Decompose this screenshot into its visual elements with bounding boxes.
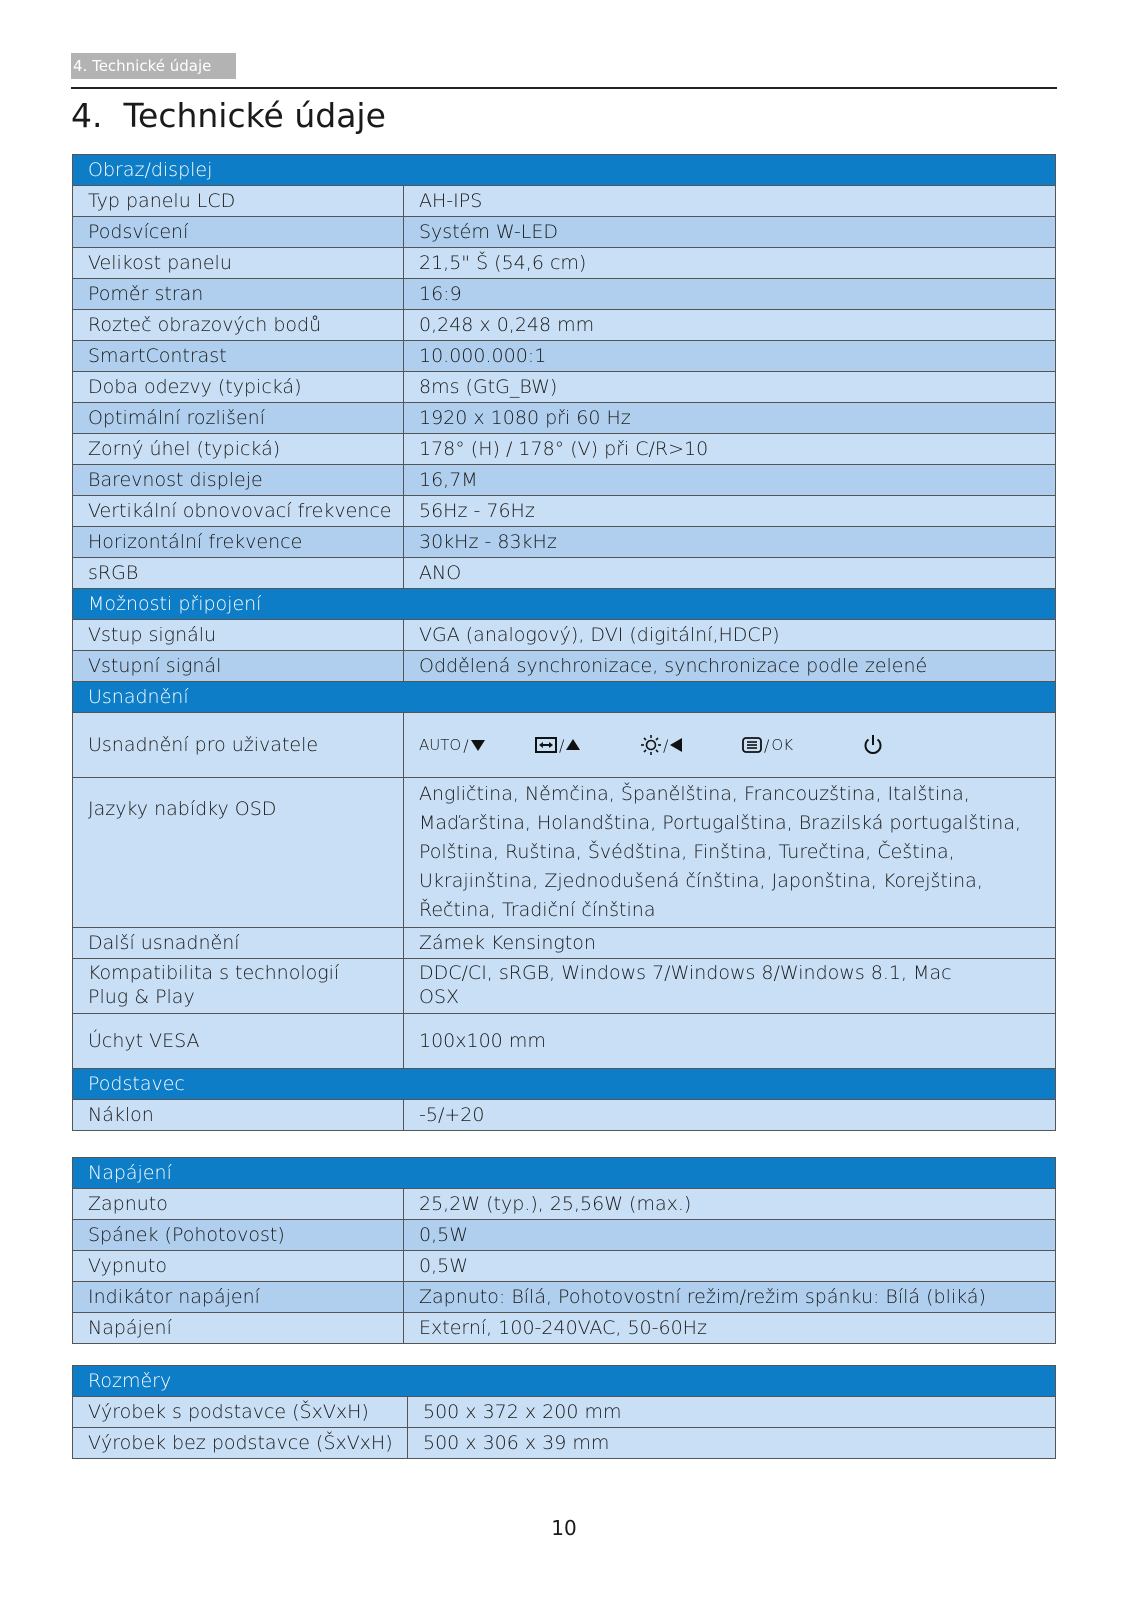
- spec-label: Vertikální obnovovací frekvence: [73, 496, 404, 527]
- spec-value: Systém W-LED: [404, 217, 1056, 248]
- spec-value: Zámek Kensington: [404, 928, 1056, 959]
- section-title: Podstavec: [73, 1069, 1056, 1100]
- spec-value: 100x100 mm: [404, 1014, 1056, 1069]
- spec-value: 8ms (GtG_BW): [404, 372, 1056, 403]
- control-input-up: [535, 732, 641, 759]
- section-display: [73, 155, 1056, 186]
- table-row: [73, 403, 1056, 434]
- section-dimensions: [73, 1366, 1056, 1397]
- spec-label: Doba odezvy (typická): [73, 372, 404, 403]
- table-row: [73, 186, 1056, 217]
- spec-value-pnp: [404, 959, 1056, 1014]
- spec-value: -5/+20: [404, 1100, 1056, 1131]
- section-title: Možnosti připojení: [73, 589, 1056, 620]
- triangle-down-icon: [471, 739, 485, 751]
- table-row-osd-languages: [73, 778, 1056, 928]
- spec-table-main: [72, 154, 1056, 1131]
- table-row: [73, 310, 1056, 341]
- spec-value: 0,5W: [404, 1220, 1056, 1251]
- page-number: 10: [551, 1516, 577, 1540]
- spec-value: 16,7M: [404, 465, 1056, 496]
- spec-table-dimensions: [72, 1365, 1056, 1459]
- table-row: [73, 372, 1056, 403]
- spec-label: Vypnuto: [73, 1251, 404, 1282]
- control-brightness-left: [641, 732, 742, 759]
- spec-value: 10.000.000:1: [404, 341, 1056, 372]
- page-title: 4. Technické údaje: [71, 96, 386, 135]
- table-row: [73, 558, 1056, 589]
- section-title: Rozměry: [73, 1366, 1056, 1397]
- spec-label: Vstup signálu: [73, 620, 404, 651]
- spec-label: Indikátor napájení: [73, 1282, 404, 1313]
- spec-label: Spánek (Pohotovost): [73, 1220, 404, 1251]
- table-row: [73, 496, 1056, 527]
- spec-value: AH-IPS: [404, 186, 1056, 217]
- spec-label: Úchyt VESA: [73, 1014, 404, 1069]
- slash-separator: /: [559, 735, 565, 755]
- pnp-value-line: DDC/CI, sRGB, Windows 7/Windows 8/Windows 8.1, Mac: [419, 962, 952, 984]
- menu-icon: [742, 737, 762, 753]
- slash-separator: /: [463, 735, 469, 755]
- spec-value: Externí, 100-240VAC, 50-60Hz: [404, 1313, 1056, 1344]
- spec-value-osd-languages: [404, 778, 1056, 928]
- triangle-up-icon: [566, 739, 580, 751]
- spec-value: 178° (H) / 178° (V) při C/R>10: [404, 434, 1056, 465]
- spec-label: Barevnost displeje: [73, 465, 404, 496]
- spec-value: 16:9: [404, 279, 1056, 310]
- spec-label: Zorný úhel (typická): [73, 434, 404, 465]
- osd-language-line: Řečtina, Tradiční čínština: [419, 899, 656, 921]
- table-row: [73, 1251, 1056, 1282]
- table-row: [73, 1220, 1056, 1251]
- triangle-left-icon: [670, 738, 682, 752]
- pnp-value-line: OSX: [419, 986, 460, 1008]
- table-row: [73, 217, 1056, 248]
- osd-language-line: Maďarština, Holandština, Portugalština, Brazilská portugalština,: [419, 812, 1022, 834]
- table-row-user-convenience: [73, 713, 1056, 778]
- spec-label: Zapnuto: [73, 1189, 404, 1220]
- spec-label: Náklon: [73, 1100, 404, 1131]
- section-connectivity: [73, 589, 1056, 620]
- spec-value: Zapnuto: Bílá, Pohotovostní režim/režim spánku: Bílá (bliká): [404, 1282, 1056, 1313]
- spec-value-controls: [404, 713, 1056, 778]
- spec-label: Další usnadnění: [73, 928, 404, 959]
- section-title: Obraz/displej: [73, 155, 1056, 186]
- table-row: [73, 620, 1056, 651]
- control-auto-down: [419, 732, 535, 759]
- spec-label: Poměr stran: [73, 279, 404, 310]
- spec-value: 1920 x 1080 při 60 Hz: [404, 403, 1056, 434]
- table-row: [73, 1189, 1056, 1220]
- table-row: [73, 341, 1056, 372]
- spec-label: SmartContrast: [73, 341, 404, 372]
- input-source-icon: [535, 737, 557, 753]
- table-row: [73, 1428, 1056, 1459]
- spec-value: Oddělená synchronizace, synchronizace podle zelené: [404, 651, 1056, 682]
- header-divider: [71, 87, 1057, 89]
- section-convenience: [73, 682, 1056, 713]
- table-row: [73, 279, 1056, 310]
- pnp-label-line: Kompatibilita s technologií: [88, 962, 340, 984]
- section-power: [73, 1158, 1056, 1189]
- spec-value: 0,5W: [404, 1251, 1056, 1282]
- spec-label: Optimální rozlišení: [73, 403, 404, 434]
- spec-value: 56Hz - 76Hz: [404, 496, 1056, 527]
- table-row: [73, 928, 1056, 959]
- osd-language-line: Ukrajinština, Zjednodušená čínština, Japonština, Korejština,: [419, 870, 983, 892]
- osd-language-line: Polština, Ruština, Švédština, Finština, Turečtina, Čeština,: [419, 841, 955, 863]
- spec-value: ANO: [404, 558, 1056, 589]
- pnp-label-line: Plug & Play: [88, 986, 195, 1008]
- table-row: [73, 1313, 1056, 1344]
- spec-label: Vstupní signál: [73, 651, 404, 682]
- spec-label: Napájení: [73, 1313, 404, 1344]
- spec-value: 21,5" Š (54,6 cm): [404, 248, 1056, 279]
- spec-value: VGA (analogový), DVI (digitální,HDCP): [404, 620, 1056, 651]
- spec-label: Podsvícení: [73, 217, 404, 248]
- front-controls: [419, 713, 1055, 777]
- header-section-tab: 4. Technické údaje: [71, 53, 236, 79]
- spec-value: 0,248 x 0,248 mm: [404, 310, 1056, 341]
- spec-table-power: [72, 1157, 1056, 1344]
- slash-separator: /: [663, 735, 669, 755]
- spec-label-pnp: [73, 959, 404, 1014]
- table-row-vesa: [73, 1014, 1056, 1069]
- section-stand: [73, 1069, 1056, 1100]
- ok-label: OK: [771, 735, 794, 754]
- control-menu-ok: [742, 732, 862, 759]
- auto-label: AUTO: [419, 735, 462, 754]
- spec-value: 25,2W (typ.), 25,56W (max.): [404, 1189, 1056, 1220]
- table-row: [73, 527, 1056, 558]
- spec-label: Velikost panelu: [73, 248, 404, 279]
- section-title: Usnadnění: [73, 682, 1056, 713]
- spec-value: 500 x 372 x 200 mm: [408, 1397, 1056, 1428]
- power-icon: [862, 734, 884, 756]
- spec-value: 30kHz - 83kHz: [404, 527, 1056, 558]
- spec-label: Rozteč obrazových bodů: [73, 310, 404, 341]
- spec-label: Jazyky nabídky OSD: [73, 778, 404, 928]
- spec-value: 500 x 306 x 39 mm: [408, 1428, 1056, 1459]
- spec-label: Horizontální frekvence: [73, 527, 404, 558]
- slash-separator: /: [764, 735, 770, 755]
- table-row: [73, 465, 1056, 496]
- table-row: [73, 248, 1056, 279]
- table-row: [73, 434, 1056, 465]
- control-power: [862, 734, 884, 756]
- table-row-plug-and-play: [73, 959, 1056, 1014]
- table-row: [73, 1282, 1056, 1313]
- spec-label: Usnadnění pro uživatele: [73, 713, 404, 778]
- table-row: [73, 1100, 1056, 1131]
- spec-label: sRGB: [73, 558, 404, 589]
- spec-label: Typ panelu LCD: [73, 186, 404, 217]
- osd-language-line: Angličtina, Němčina, Španělština, Francouzština, Italština,: [419, 783, 970, 805]
- spec-label: Výrobek s podstavce (ŠxVxH): [73, 1397, 408, 1428]
- section-title: Napájení: [73, 1158, 1056, 1189]
- spec-label: Výrobek bez podstavce (ŠxVxH): [73, 1428, 408, 1459]
- brightness-icon: [641, 735, 661, 755]
- table-row: [73, 1397, 1056, 1428]
- table-row: [73, 651, 1056, 682]
